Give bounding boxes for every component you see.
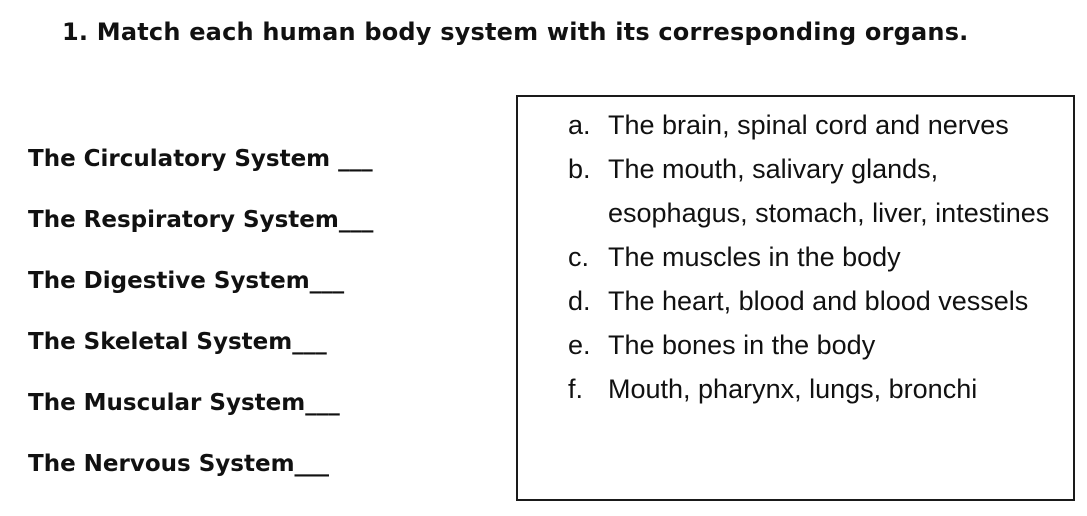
system-item-respiratory: The Respiratory System___ [28,207,374,233]
system-item-skeletal: The Skeletal System___ [28,329,327,355]
option-text: The bones in the body [608,330,876,360]
option-text: The heart, blood and blood vessels [608,286,1029,316]
option-text: Mouth, pharynx, lungs, bronchi [608,374,978,404]
organs-options-box [516,95,1075,501]
option-letter: b. [568,154,591,184]
option-letter: a. [568,110,591,140]
system-item-muscular: The Muscular System___ [28,390,340,416]
option-a [568,103,1063,147]
systems-list [28,136,373,502]
option-letter: f. [568,374,584,404]
option-f [568,367,1063,411]
system-item-nervous: The Nervous System___ [28,451,330,477]
option-text: The muscles in the body [608,242,901,272]
option-text: The mouth, salivary glands, esophagus, stomach, liver, intestines [608,154,1050,228]
option-b [568,147,1063,235]
option-letter: d. [568,286,591,316]
option-e [568,323,1063,367]
organs-options-list [568,103,1063,411]
option-letter: e. [568,330,591,360]
system-item-circulatory: The Circulatory System ___ [28,146,373,172]
option-text: The brain, spinal cord and nerves [608,110,1009,140]
option-letter: c. [568,242,590,272]
system-item-digestive: The Digestive System___ [28,268,345,294]
option-c [568,235,1063,279]
question-heading: 1. Match each human body system with its corresponding organs. [62,18,969,46]
option-d [568,279,1063,323]
